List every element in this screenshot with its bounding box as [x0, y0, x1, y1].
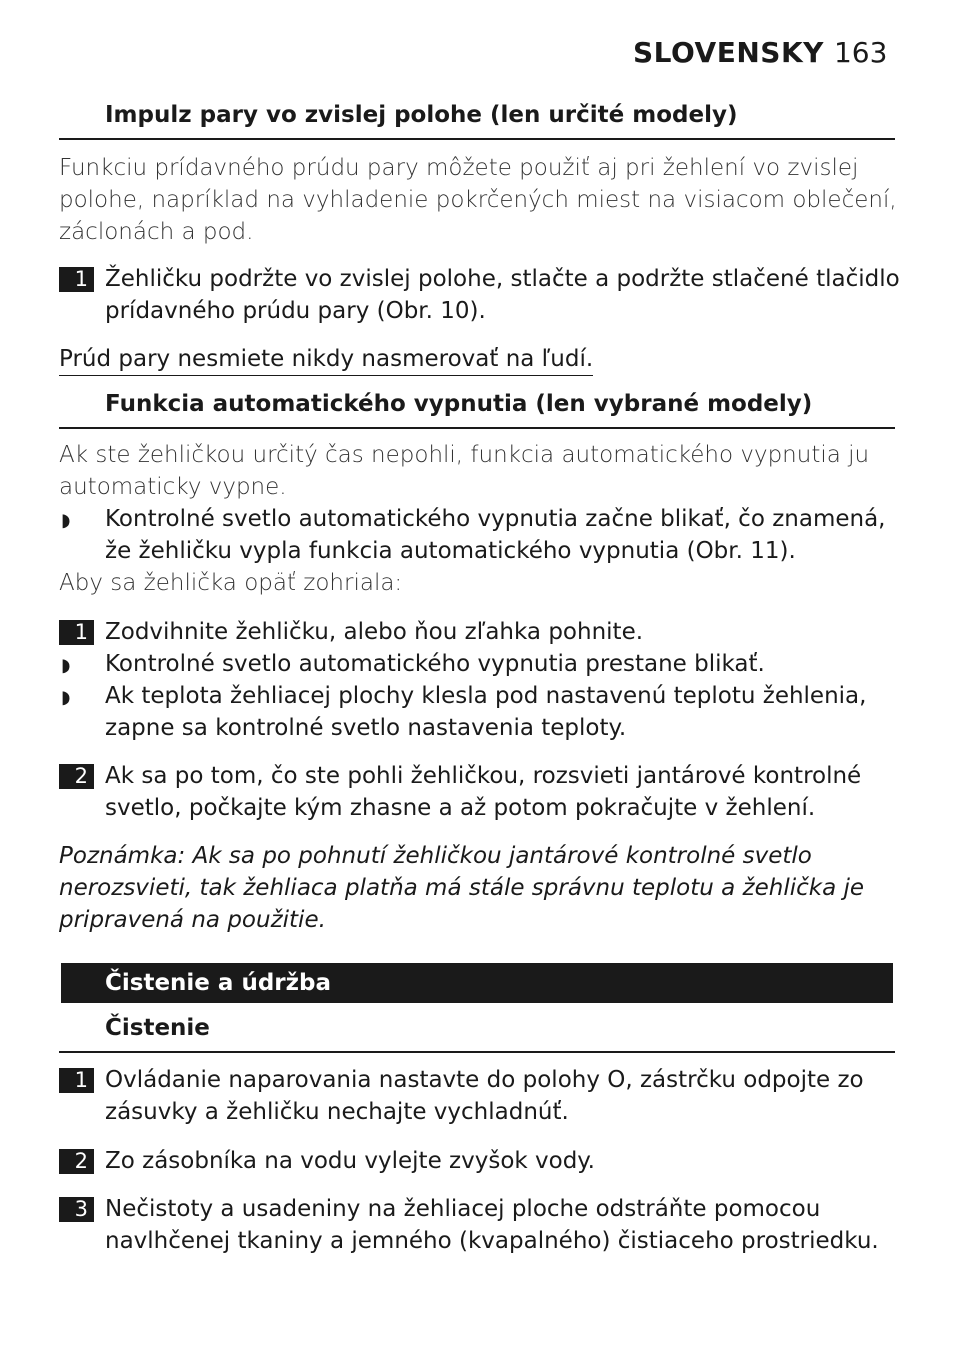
step-steam-1 — [59, 263, 909, 327]
heading-steam-vertical: Impulz pary vo zvislej polohe (len určité modely) — [59, 102, 895, 140]
bullet-triangle-icon: ◗ — [61, 655, 71, 676]
step-text: Zo zásobníka na vodu vylejte zvyšok vody. — [105, 1148, 595, 1174]
section-band-cleaning-maintenance: Čistenie a údržba — [61, 963, 893, 1003]
intro-auto-off: Ak ste žehličkou určitý čas nepohli, funkcia automatického vypnutia ju automaticky vypne. — [59, 442, 870, 500]
step-auto-off-2 — [59, 760, 909, 824]
step-text: Nečistoty a usadeniny na žehliacej ploche odstráňte pomocou navlhčenej tkaniny a jemného (kvapalného) čistiaceho prostriedku. — [105, 1196, 879, 1254]
bullet-item — [59, 648, 909, 680]
heading-cleaning: Čistenie — [59, 1015, 895, 1053]
warning-text: Prúd pary nesmiete nikdy nasmerovať na ľudí. — [59, 343, 593, 376]
step-number-badge: 3 — [59, 1197, 94, 1222]
step-number-badge: 1 — [59, 620, 94, 645]
step-cleaning-2 — [59, 1145, 909, 1177]
step-auto-off-1 — [59, 616, 909, 648]
step-text: Ovládanie naparovania nastavte do polohy O, zástrčku odpojte zo zásuvky a žehličku nechajte vychladnúť. — [105, 1067, 864, 1125]
step-number-badge: 1 — [59, 1068, 94, 1093]
heading-auto-off: Funkcia automatického vypnutia (len vybrané modely) — [59, 391, 895, 429]
bullet-text: Ak teplota žehliacej plochy klesla pod nastavenú teplotu žehlenia, zapne sa kontrolné svetlo nastavenia teploty. — [105, 683, 867, 741]
step-cleaning-1 — [59, 1064, 909, 1128]
bullet-triangle-icon: ◗ — [61, 510, 71, 531]
step-text: Zodvihnite žehličku, alebo ňou zľahka pohnite. — [105, 619, 644, 645]
intro-steam-vertical: Funkciu prídavného prúdu pary môžete použiť aj pri žehlení vo zvislej polohe, napríklad na vyhladenie pokrčených miest na visiacom oblečení, záclonách a pod. — [59, 155, 897, 245]
bullet-item — [59, 680, 909, 744]
step-cleaning-3 — [59, 1193, 909, 1257]
step-number-badge: 1 — [59, 267, 94, 292]
note-text: Poznámka: Ak sa po pohnutí žehličkou jantárové kontrolné svetlo nerozsvieti, tak žehliaca platňa má stále správnu teplotu a žehlička je pripravená na použitie. — [59, 843, 865, 933]
bullet-triangle-icon: ◗ — [61, 687, 71, 708]
bullet-text: Kontrolné svetlo automatického vypnutia prestane blikať. — [105, 651, 765, 677]
step-text: Ak sa po tom, čo ste pohli žehličkou, rozsvieti jantárové kontrolné svetlo, počkajte kým zhasne a až potom pokračujte v žehlení. — [105, 763, 862, 821]
step-text: Žehličku podržte vo zvislej polohe, stlačte a podržte stlačené tlačidlo prídavného prúdu pary (Obr. 10). — [105, 266, 900, 324]
bullet-text: Kontrolné svetlo automatického vypnutia začne blikať, čo znamená, že žehličku vypla funkcia automatického vypnutia (Obr. 11). — [105, 506, 886, 564]
reheat-label: Aby sa žehlička opäť zohriala: — [59, 570, 403, 596]
step-number-badge: 2 — [59, 764, 94, 789]
page-number: 163 — [833, 36, 888, 69]
step-number-badge: 2 — [59, 1149, 94, 1174]
language-label: SLOVENSKY — [633, 36, 824, 69]
page-header — [633, 36, 887, 69]
bullet-item — [59, 503, 909, 567]
